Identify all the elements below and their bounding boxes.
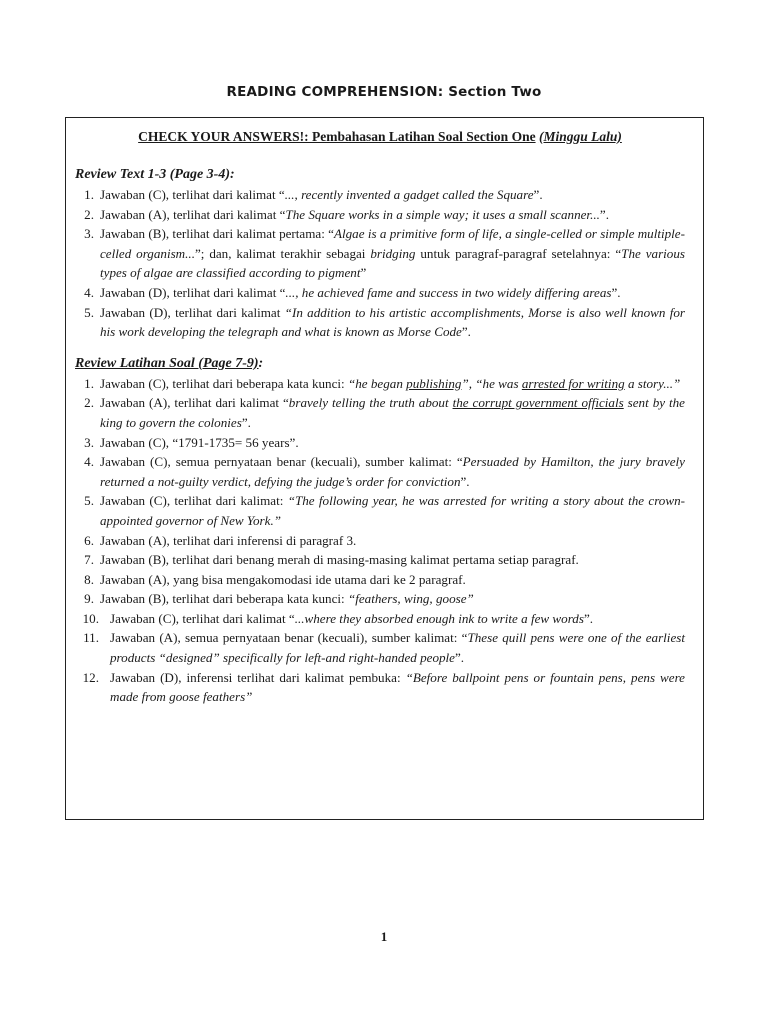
item-text: Jawaban (B), terlihat dari beberapa kata kunci: — [100, 591, 348, 607]
item-text: Jawaban (C), terlihat dari beberapa kata kunci: — [100, 375, 348, 391]
item-number: 9. — [84, 591, 94, 607]
box-title — [75, 127, 685, 147]
item-number: 4. — [84, 284, 94, 300]
section-heading-review-text: Review Text 1-3 (Page 3-4): — [75, 167, 235, 182]
list-item — [75, 609, 685, 629]
list-item — [75, 205, 685, 225]
item-text: Jawaban (C), terlihat dari kalimat “ — [100, 187, 285, 202]
item-text: ” — [360, 265, 367, 281]
answer-list-review-text — [75, 185, 685, 342]
page-number: 1 — [380, 929, 388, 944]
item-keyword: arrested for writing — [521, 375, 625, 391]
item-quote: a story...” — [624, 375, 681, 391]
item-text: Jawaban (C), terlihat dari kalimat “ — [110, 610, 295, 626]
item-text: Jawaban (D), inferensi terlihat dari kalimat pembuka: — [110, 669, 406, 685]
item-keyword: the corrupt government officials — [452, 395, 624, 411]
list-item — [75, 550, 685, 570]
list-item — [75, 393, 685, 432]
item-text: Jawaban (B), terlihat dari benang merah di masing-masing kalimat pertama setiap paragraf. — [100, 552, 579, 568]
list-item — [75, 433, 685, 453]
item-text: Jawaban (A), semua pernyataan benar (kecuali), sumber kalimat: “ — [110, 630, 468, 646]
item-text: untuk paragraf-paragraf setelahnya: “ — [415, 245, 622, 261]
item-text: ”. — [583, 610, 594, 626]
item-text: Jawaban (C), semua pernyataan benar (kecuali), sumber kalimat: “ — [100, 454, 463, 470]
answer-list-review-latihan-cont — [75, 609, 685, 707]
item-number: 10. — [82, 610, 99, 626]
list-item — [75, 531, 685, 551]
item-quote: “Before ballpoint pens or fountain pens, pens were made from goose feathers” — [110, 669, 685, 705]
item-quote: Persuaded by Hamilton, the jury bravely returned a not-guilty verdict, defying the judge’s order for conviction — [100, 454, 685, 489]
item-quote: “feathers, wing, goose” — [347, 591, 474, 607]
answer-list-review-latihan — [75, 374, 685, 609]
item-text: Jawaban (C), “1791-1735= 56 years”. — [100, 434, 299, 450]
item-text: ”. — [611, 284, 621, 300]
section-heading-review-latihan — [75, 354, 685, 374]
item-text: ”. — [599, 206, 609, 222]
list-item — [75, 491, 685, 530]
item-number: 1. — [84, 375, 94, 391]
answer-box — [65, 117, 704, 820]
item-text: Jawaban (D), terlihat dari kalimat “ — [100, 284, 286, 300]
item-quote: “The following year, he was arrested for writing a story about the crown-appointed governor of New York.” — [100, 493, 685, 528]
item-quote: bravely telling the truth about — [288, 395, 453, 411]
item-number: 2. — [84, 206, 94, 222]
section-heading-text: Review Latihan Soal (Page 7-9) — [75, 355, 259, 371]
list-item — [75, 452, 685, 491]
item-quote: Algae is a primitive form of life, a single-celled or simple multiple-celled organism... — [100, 226, 685, 261]
box-title-main: CHECK YOUR ANSWERS!: Pembahasan Latihan Soal Section One — [138, 129, 536, 144]
item-number: 5. — [84, 493, 94, 509]
list-item — [75, 303, 685, 342]
item-text: Jawaban (B), terlihat dari kalimat pertama: “ — [100, 226, 334, 242]
item-quote: ...where they absorbed enough ink to write a few words — [294, 610, 584, 626]
item-text: ”. — [460, 473, 470, 489]
item-quote: ..., he achieved fame and success in two widely differing areas — [285, 284, 612, 300]
item-text: Jawaban (A), terlihat dari kalimat “ — [100, 206, 286, 222]
item-quote: ”, “he was — [461, 375, 522, 391]
list-item — [75, 224, 685, 283]
item-quote: The various types of algae are classified according to pigment — [100, 245, 685, 281]
item-number: 3. — [84, 434, 94, 450]
list-item — [75, 570, 685, 590]
item-text: ”. — [241, 414, 251, 430]
item-text: Jawaban (C), terlihat dari kalimat: — [100, 493, 288, 509]
item-number: 4. — [84, 454, 94, 470]
item-number: 7. — [84, 552, 94, 568]
item-number: 2. — [84, 395, 94, 411]
list-item — [75, 283, 685, 303]
list-item — [75, 589, 685, 609]
item-quote: These quill pens were one of the earliest products “designed” specifically for left-and right-handed people — [110, 630, 685, 666]
item-text: ”. — [455, 650, 465, 666]
item-text: Jawaban (D), terlihat dari kalimat — [100, 304, 285, 320]
item-text: Jawaban (A), yang bisa mengakomodasi ide utama dari ke 2 paragraf. — [100, 571, 466, 587]
item-term: bridging — [370, 245, 416, 261]
item-number: 8. — [84, 571, 94, 587]
item-quote: “he began — [347, 375, 407, 391]
item-text: ”; dan, kalimat terakhir sebagai — [194, 245, 371, 261]
box-title-sub: (Minggu Lalu) — [538, 129, 622, 144]
list-item — [75, 668, 685, 707]
list-item — [75, 185, 685, 205]
item-number: 1. — [84, 187, 94, 202]
item-text: ”. — [461, 324, 471, 340]
item-number: 3. — [84, 226, 94, 242]
item-text: Jawaban (A), terlihat dari kalimat “ — [100, 395, 289, 411]
list-item — [75, 374, 685, 394]
item-number: 6. — [84, 532, 94, 548]
item-number: 11. — [83, 630, 99, 646]
item-number: 5. — [84, 304, 94, 320]
item-quote: sent by the king to govern the colonies — [100, 395, 685, 430]
item-text: ”. — [533, 187, 543, 202]
item-text: Jawaban (A), terlihat dari inferensi di paragraf 3. — [100, 532, 357, 548]
item-keyword: publishing — [406, 375, 462, 391]
section-heading-colon: : — [258, 355, 264, 371]
item-quote: The Square works in a simple way; it uses a small scanner... — [285, 206, 600, 222]
item-number: 12. — [82, 669, 99, 685]
list-item — [75, 628, 685, 667]
item-quote: “In addition to his artistic accomplishments, Morse is also well known for his work developing the telegraph and what is known as Morse Code — [100, 304, 685, 340]
item-quote: ..., recently invented a gadget called the Square — [284, 187, 534, 202]
page-title: READING COMPREHENSION: Section Two — [226, 84, 542, 100]
